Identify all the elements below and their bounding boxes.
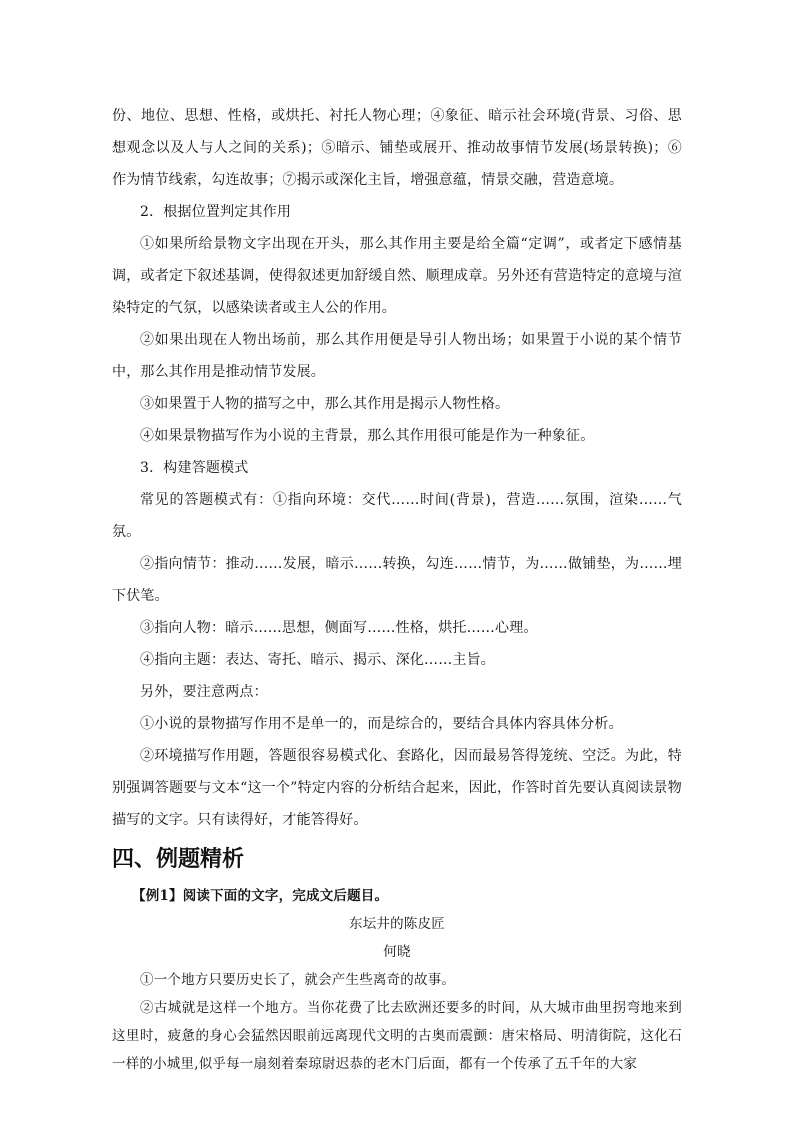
- story-paragraph-1: ①一个地方只要历史长了，就会产生些离奇的故事。: [140, 972, 456, 988]
- note-point-2: ②环境描写作用题，答题很容易模式化、套路化，因而最易答得笼统、空泛。为此，特别强调答题要与文本“这一个”特定内容的分析结合起来，因此，作答时首先要认真阅读景物描写的文字。只有读得好，才能答得好。: [112, 748, 682, 828]
- story-author: 何晓: [383, 944, 411, 960]
- story-title: 东坛井的陈皮匠: [349, 916, 445, 932]
- item-3-title: 3．构建答题模式: [140, 460, 249, 476]
- document-page: [112, 100, 682, 1078]
- item-3-point-2: ②指向情节：推动……发展，暗示……转换，勾连……情节，为……做铺垫，为……埋下伏笔。: [112, 556, 682, 604]
- item-3-point-3: ③指向人物：暗示……思想，侧面写……性格，烘托……心理。: [140, 620, 538, 636]
- item-2-title: 2．根据位置判定其作用: [140, 204, 292, 220]
- example-lead: 【例1】阅读下面的文字，完成文后题目。: [132, 888, 389, 904]
- item-3-point-1: 常见的答题模式有：①指向环境：交代……时间(背景)，营造……氛围，渲染……气氛。: [112, 492, 682, 540]
- item-2-point-4: ④如果景物描写作为小说的主背景，那么其作用很可能是作为一种象征。: [140, 428, 595, 444]
- item-2-point-1: ①如果所给景物文字出现在开头，那么其作用主要是给全篇“定调”，或者定下感情基调，或者定下叙述基调，使得叙述更加舒缓自然、顺理成章。另外还有营造特定的意境与渲染特定的气氛，以感染读者或主人公的作用。: [112, 236, 682, 316]
- paragraph-scene-functions: 份、地位、思想、性格，或烘托、衬托人物心理；④象征、暗示社会环境(背景、习俗、思想观念以及人与人之间的关系)；⑤暗示、铺垫或展开、推动故事情节发展(场景转换)；⑥作为情节线索，勾连故事；⑦揭示或深化主旨，增强意蕴，情景交融，营造意境。: [112, 108, 682, 188]
- item-2-point-3: ③如果置于人物的描写之中，那么其作用是揭示人物性格。: [140, 396, 510, 412]
- note-point-1: ①小说的景物描写作用不是单一的，而是综合的，要结合具体内容具体分析。: [140, 716, 623, 732]
- story-paragraph-2: ②古城就是这样一个地方。当你花费了比去欧洲还要多的时间，从大城市曲里拐弯地来到这里时，疲惫的身心会猛然因眼前远离现代文明的古奥而震颤：唐宋格局、明清街院，这化石 一样的小城里,似乎每一扇刻着秦琼尉迟恭的老木门后面，都有一个传承了五千年的大家: [112, 1000, 682, 1072]
- section-heading: 四、例题精析: [112, 847, 245, 872]
- item-3-point-4: ④指向主题：表达、寄托、暗示、揭示、深化……主旨。: [140, 652, 495, 668]
- item-2-point-2: ②如果出现在人物出场前，那么其作用便是导引人物出场；如果置于小说的某个情节中，那么其作用是推动情节发展。: [112, 332, 682, 380]
- note-intro: 另外，要注意两点：: [140, 684, 268, 700]
